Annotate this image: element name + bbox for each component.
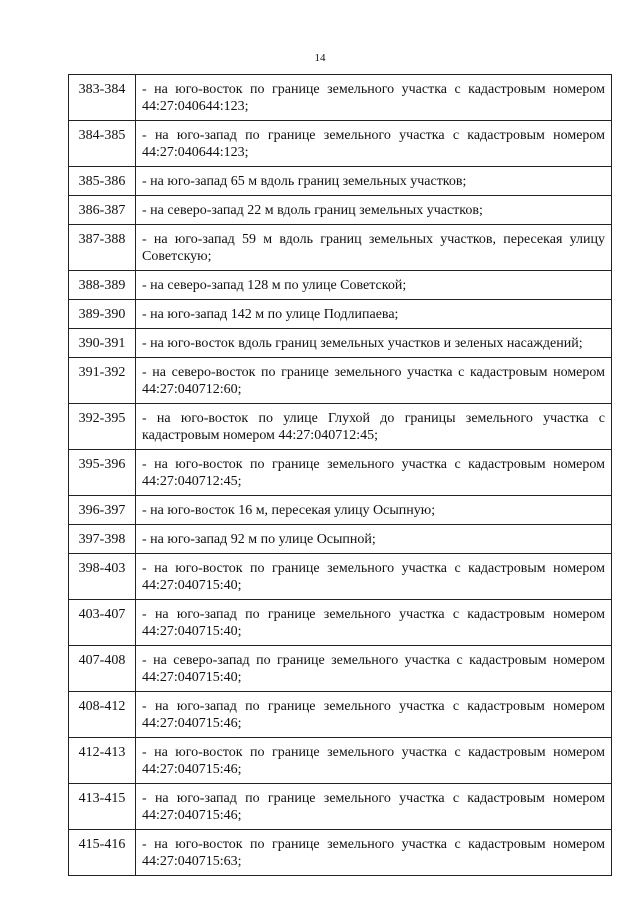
segment-cell: 385-386	[69, 167, 136, 196]
table-row	[69, 75, 612, 121]
segment-cell: 403-407	[69, 600, 136, 646]
description-cell: - на юго-восток по границе земельного участка с кадастровым номером 44:27:040644:123;	[136, 75, 612, 121]
description-cell: - на северо-запад 22 м вдоль границ земельных участков;	[136, 196, 612, 225]
table-row	[69, 784, 612, 830]
description-cell: - на северо-запад 128 м по улице Советской;	[136, 271, 612, 300]
table-row	[69, 496, 612, 525]
table-row	[69, 600, 612, 646]
description-cell: - на юго-запад по границе земельного участка с кадастровым номером 44:27:040715:46;	[136, 692, 612, 738]
description-cell: - на юго-запад по границе земельного участка с кадастровым номером 44:27:040715:40;	[136, 600, 612, 646]
description-cell: - на юго-запад 65 м вдоль границ земельных участков;	[136, 167, 612, 196]
table-row	[69, 450, 612, 496]
table-row	[69, 646, 612, 692]
description-cell: - на юго-восток по границе земельного участка с кадастровым номером 44:27:040712:45;	[136, 450, 612, 496]
segment-cell: 415-416	[69, 830, 136, 876]
segment-cell: 384-385	[69, 121, 136, 167]
description-cell: - на юго-восток вдоль границ земельных участков и зеленых насаждений;	[136, 329, 612, 358]
description-cell: - на юго-запад 92 м по улице Осыпной;	[136, 525, 612, 554]
segment-cell: 398-403	[69, 554, 136, 600]
segment-cell: 412-413	[69, 738, 136, 784]
segment-cell: 388-389	[69, 271, 136, 300]
segment-cell: 387-388	[69, 225, 136, 271]
segment-cell: 392-395	[69, 404, 136, 450]
segment-cell: 389-390	[69, 300, 136, 329]
description-cell: - на юго-запад по границе земельного участка с кадастровым номером 44:27:040644:123;	[136, 121, 612, 167]
table-row	[69, 830, 612, 876]
table-row	[69, 404, 612, 450]
description-cell: - на юго-восток по улице Глухой до границы земельного участка с кадастровым номером 44:27:040712:45;	[136, 404, 612, 450]
segment-cell: 396-397	[69, 496, 136, 525]
segment-cell: 408-412	[69, 692, 136, 738]
page-number: 14	[314, 52, 326, 64]
segment-cell: 391-392	[69, 358, 136, 404]
table-row	[69, 121, 612, 167]
description-cell: - на северо-запад по границе земельного участка с кадастровым номером 44:27:040715:40;	[136, 646, 612, 692]
description-cell: - на юго-запад по границе земельного участка с кадастровым номером 44:27:040715:46;	[136, 784, 612, 830]
table-row	[69, 167, 612, 196]
description-cell: - на северо-восток по границе земельного участка с кадастровым номером 44:27:040712:60;	[136, 358, 612, 404]
table-row	[69, 358, 612, 404]
description-cell: - на юго-запад 142 м по улице Подлипаева;	[136, 300, 612, 329]
table-row	[69, 271, 612, 300]
description-cell: - на юго-восток по границе земельного участка с кадастровым номером 44:27:040715:46;	[136, 738, 612, 784]
table-row	[69, 738, 612, 784]
table-row	[69, 196, 612, 225]
segment-cell: 413-415	[69, 784, 136, 830]
segment-cell: 386-387	[69, 196, 136, 225]
segment-cell: 383-384	[69, 75, 136, 121]
table-row	[69, 554, 612, 600]
boundary-description-table	[68, 74, 612, 876]
segment-cell: 390-391	[69, 329, 136, 358]
table-row	[69, 329, 612, 358]
segment-cell: 395-396	[69, 450, 136, 496]
table-row	[69, 525, 612, 554]
segment-cell: 397-398	[69, 525, 136, 554]
table-row	[69, 300, 612, 329]
table-row	[69, 692, 612, 738]
description-cell: - на юго-восток по границе земельного участка с кадастровым номером 44:27:040715:63;	[136, 830, 612, 876]
description-cell: - на юго-восток по границе земельного участка с кадастровым номером 44:27:040715:40;	[136, 554, 612, 600]
segment-cell: 407-408	[69, 646, 136, 692]
table-row	[69, 225, 612, 271]
description-cell: - на юго-запад 59 м вдоль границ земельных участков, пересекая улицу Советскую;	[136, 225, 612, 271]
table-body	[69, 75, 612, 876]
description-cell: - на юго-восток 16 м, пересекая улицу Осыпную;	[136, 496, 612, 525]
